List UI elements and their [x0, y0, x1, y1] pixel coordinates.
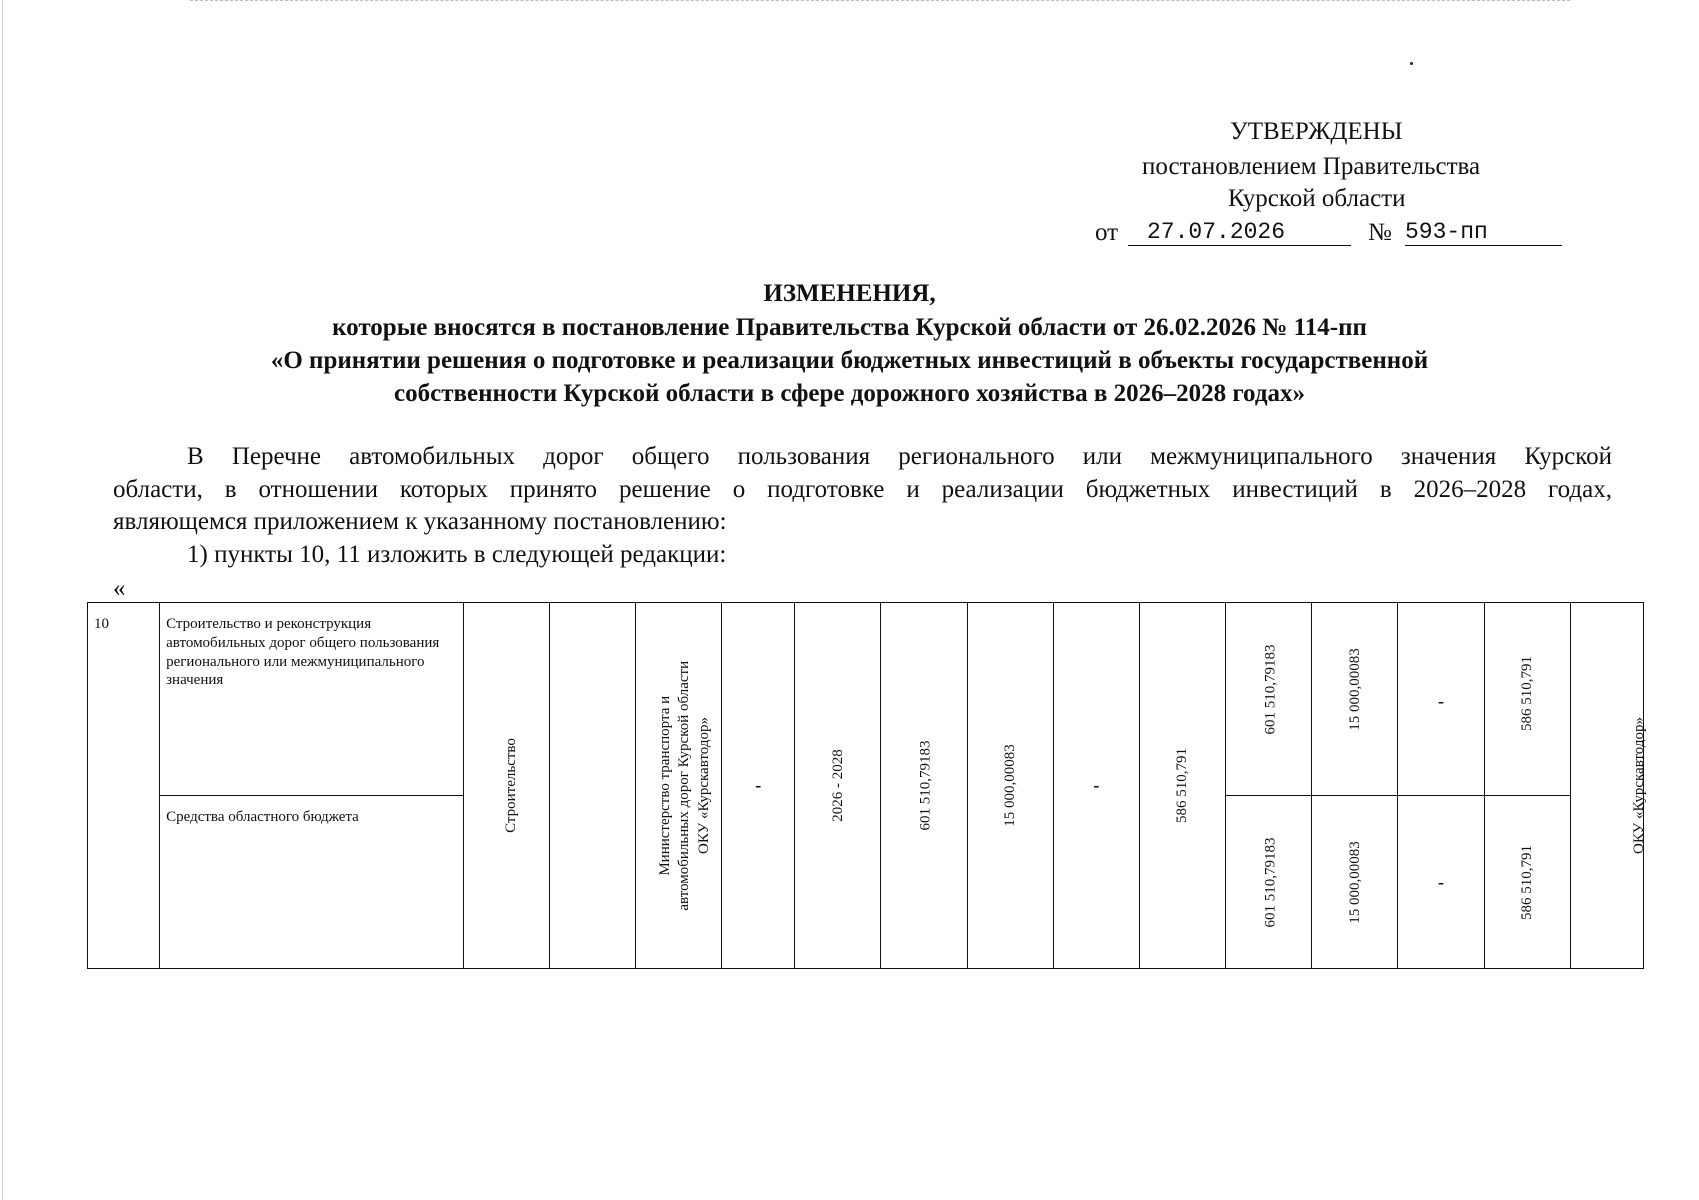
r1-2027-text: - — [1437, 691, 1444, 711]
cell-r1-2028 — [1484, 603, 1570, 796]
approval-date: 27.07.2026 — [1147, 219, 1286, 245]
scan-edge-top — [190, 0, 1570, 1]
r2-total-text: 601 510,79183 — [1262, 837, 1279, 927]
approval-line2: Курской области — [1228, 185, 1406, 212]
body-para-1-line1: В Перечне автомобильных дорог общего пользования регионального или межмуниципального значения Курской — [187, 443, 1612, 470]
doc-subtitle-2: «О принятии решения о подготовке и реализации бюджетных инвестиций в объекты государственной — [270, 347, 1429, 374]
cell-cost-2028 — [1139, 603, 1225, 969]
cell-period — [795, 603, 881, 969]
approval-from-label: от — [1095, 219, 1119, 246]
cost-2028-text: 586 510,791 — [1174, 748, 1191, 823]
cell-work-type — [463, 603, 549, 969]
scan-edge-left — [2, 0, 3, 1200]
doc-subtitle-1: которые вносятся в постановление Правительства Курской области от 26.02.2026 № 114-пп — [332, 314, 1367, 341]
cell-r1-2027 — [1398, 603, 1484, 796]
r2-2026-text: 15 000,00083 — [1346, 840, 1363, 924]
r1-2028-text: 586 510,791 — [1518, 656, 1535, 731]
recipient-text: ОКУ «Курскавтодор» — [1630, 717, 1647, 854]
date-underline — [1128, 245, 1351, 246]
r2-2028-text: 586 510,791 — [1518, 844, 1535, 920]
doc-title: ИЗМЕНЕНИЯ, — [763, 280, 936, 307]
cell-r2-total — [1226, 796, 1312, 969]
number-underline — [1405, 245, 1562, 246]
scan-speck — [1410, 62, 1413, 65]
cell-cost-2026 — [967, 603, 1053, 969]
developer-text: ОКУ «Курскавтодор» — [695, 717, 712, 854]
customer-line2: автомобильных дорог Курской области — [675, 660, 692, 911]
approval-line1: постановлением Правительства — [1142, 153, 1481, 180]
cell-r1-total — [1226, 603, 1312, 796]
approval-heading: УТВЕРЖДЕНЫ — [1230, 118, 1403, 145]
total-cost-text: 601 510,79183 — [917, 740, 934, 831]
capacity-text: - — [755, 775, 762, 795]
cell-object-name: Строительство и реконструкция автомобильных дорог общего пользования регионального или межмуниципального значения — [160, 603, 464, 796]
cell-r2-2026 — [1312, 796, 1398, 969]
cell-total-cost — [881, 603, 967, 969]
cell-recipient — [1570, 603, 1647, 969]
cell-capacity — [722, 603, 795, 969]
cell-developer — [636, 603, 722, 969]
body-para-2: 1) пункты 10, 11 изложить в следующей редакции: — [187, 541, 727, 568]
body-para-1-line3: являющемся приложением к указанному постановлению: — [113, 508, 727, 535]
r1-2026-text: 15 000,00083 — [1346, 648, 1363, 731]
cell-row-number: 10 — [88, 603, 160, 969]
cell-customer — [549, 603, 692, 969]
period-text: 2026 - 2028 — [829, 749, 846, 822]
cell-r2-2027 — [1398, 796, 1484, 969]
r2-2027-text: - — [1437, 871, 1444, 892]
cell-funding-source: Средства областного бюджета — [160, 796, 464, 969]
cell-r2-2028 — [1484, 796, 1570, 969]
approval-number: 593-пп — [1405, 219, 1488, 245]
cost-2027-text: - — [1093, 775, 1100, 795]
cell-r1-2026 — [1312, 603, 1398, 796]
changes-table — [87, 602, 1647, 969]
doc-subtitle-3: собственности Курской области в сфере дорожного хозяйства в 2026–2028 годах» — [394, 380, 1305, 407]
cost-2026-text: 15 000,00083 — [1001, 744, 1018, 827]
approval-number-label: № — [1368, 219, 1392, 246]
work-type-text: Строительство — [502, 738, 519, 833]
customer-line1: Министерство транспорта и — [657, 695, 674, 876]
body-para-1-line2: области, в отношении которых принято решение о подготовке и реализации бюджетных инвестиций в 2026–2028 годах, — [113, 476, 1612, 503]
r1-total-text: 601 510,79183 — [1262, 644, 1279, 735]
cell-cost-2027 — [1053, 603, 1139, 969]
quote-open: « — [113, 575, 126, 602]
